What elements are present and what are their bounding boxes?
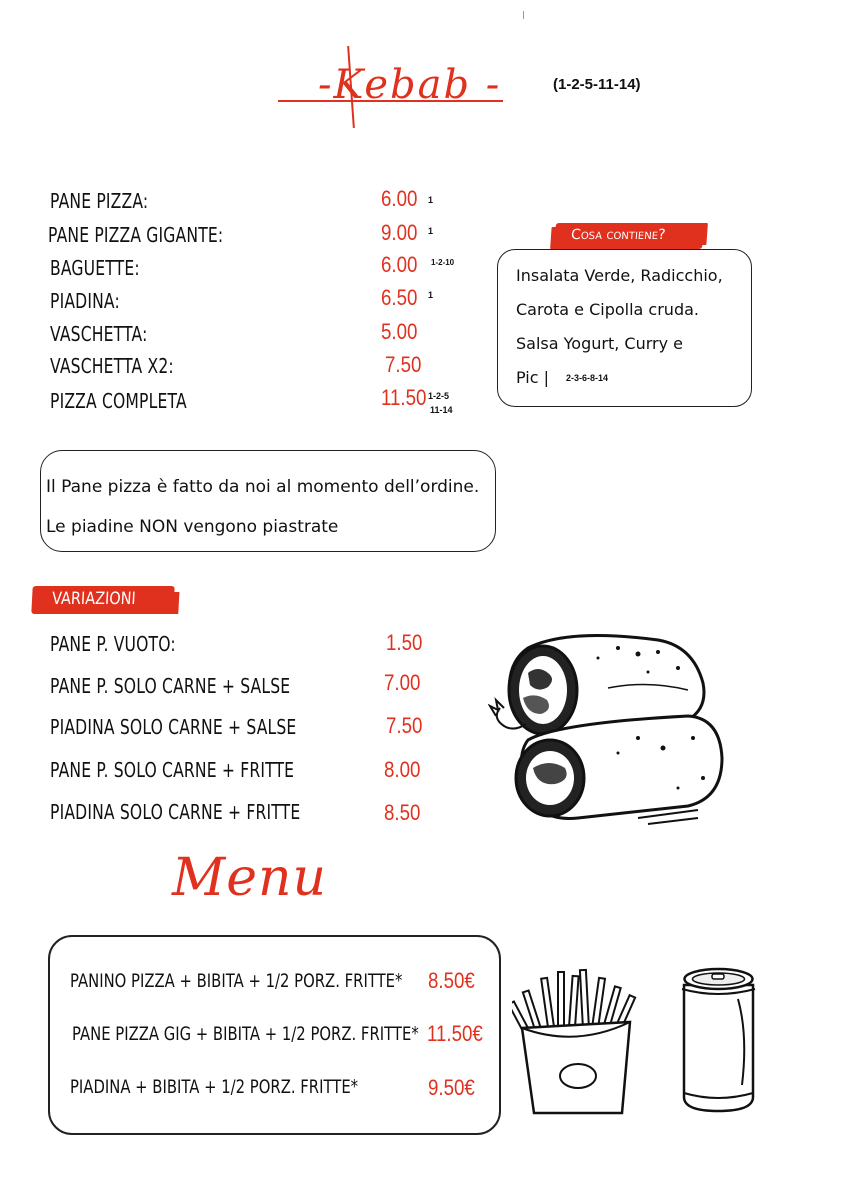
menu-item-price: 9.50€ — [428, 1075, 475, 1100]
menu-item-name: PANINO PIZZA + BIBITA + 1/2 PORZ. FRITTE* — [70, 970, 403, 992]
variation-item-price: 8.50 — [384, 800, 421, 825]
header — [270, 40, 510, 135]
note-line: Il Pane pizza è fatto da noi al momento dell’ordine. — [46, 477, 480, 497]
menu-item-name: PANE PIZZA GIG + BIBITA + 1/2 PORZ. FRITTE* — [72, 1023, 419, 1045]
soda-can-illustration — [676, 965, 761, 1117]
variation-item-price: 7.50 — [386, 713, 423, 738]
variations-label: VARIAZIONI — [31, 586, 174, 614]
variation-item-price: 7.00 — [384, 670, 421, 695]
kebab-item-allergens: 1-2-10 — [431, 258, 455, 267]
contents-line: Insalata Verde, Radicchio, — [516, 266, 723, 285]
kebab-item-name: PIADINA: — [50, 289, 120, 313]
kebab-item-name: VASCHETTA X2: — [50, 354, 174, 378]
menu-title — [172, 838, 327, 928]
top-tick — [523, 11, 524, 19]
fries-illustration — [512, 968, 640, 1118]
note-line: Le piadine NON vengono piastrate — [46, 517, 339, 537]
variations-list — [48, 630, 448, 830]
kebab-item-name: PANE PIZZA: — [50, 189, 149, 213]
kebab-item-price: 9.00 — [381, 220, 418, 245]
kebab-item-name: PIZZA COMPLETA — [50, 389, 187, 413]
page-title: -Kebab - — [318, 62, 502, 108]
kebab-item-allergens: 1 — [428, 226, 434, 236]
menu-item-name: PIADINA + BIBITA + 1/2 PORZ. FRITTE* — [70, 1076, 359, 1098]
kebab-item-allergens: 1 — [428, 195, 434, 205]
contents-label: Cosa contiene? — [554, 223, 704, 249]
menu-item-price: 8.50€ — [428, 968, 475, 993]
kebab-item-name: BAGUETTE: — [50, 256, 140, 280]
kebab-item-allergens: 1 — [428, 290, 434, 300]
kebab-item-price: 6.50 — [381, 285, 418, 310]
contents-box — [497, 249, 752, 407]
kebab-item-price: 11.50 — [381, 385, 427, 410]
kebab-item-price: 6.00 — [381, 252, 418, 277]
contents-line: Salsa Yogurt, Curry e — [516, 334, 683, 353]
contents-allergens: 2-3-6-8-14 — [566, 373, 609, 383]
kebab-item-price: 5.00 — [381, 319, 418, 344]
variation-item-name: PANE P. SOLO CARNE + FRITTE — [50, 758, 295, 782]
wrap-icon — [488, 628, 728, 828]
fries-icon — [512, 968, 640, 1118]
kebab-list — [48, 186, 488, 426]
contents-line: Pic | — [516, 368, 550, 387]
can-icon — [676, 965, 761, 1117]
menu-title-text: Menu — [172, 848, 327, 908]
kebab-item-allergens: 11-14 — [430, 405, 453, 415]
menu-item-price: 11.50€ — [427, 1021, 483, 1046]
kebab-item-price: 7.50 — [385, 352, 422, 377]
kebab-item-price: 6.00 — [381, 186, 418, 211]
header-allergens: (1-2-5-11-14) — [553, 76, 641, 93]
kebab-item-allergens: 1-2-5 — [428, 391, 450, 401]
menu-box — [48, 935, 501, 1135]
variation-item-price: 1.50 — [386, 630, 423, 655]
variation-item-name: PIADINA SOLO CARNE + FRITTE — [50, 800, 301, 824]
variation-item-name: PANE P. SOLO CARNE + SALSE — [50, 674, 291, 698]
variation-item-price: 8.00 — [384, 757, 421, 782]
variation-item-name: PIADINA SOLO CARNE + SALSE — [50, 715, 297, 739]
kebab-item-name: VASCHETTA: — [50, 322, 148, 346]
kebab-wrap-illustration — [488, 628, 728, 828]
contents-line: Carota e Cipolla cruda. — [516, 300, 699, 319]
note-box — [40, 450, 496, 552]
variation-item-name: PANE P. VUOTO: — [50, 632, 176, 656]
kebab-item-name: PANE PIZZA GIGANTE: — [48, 223, 224, 247]
